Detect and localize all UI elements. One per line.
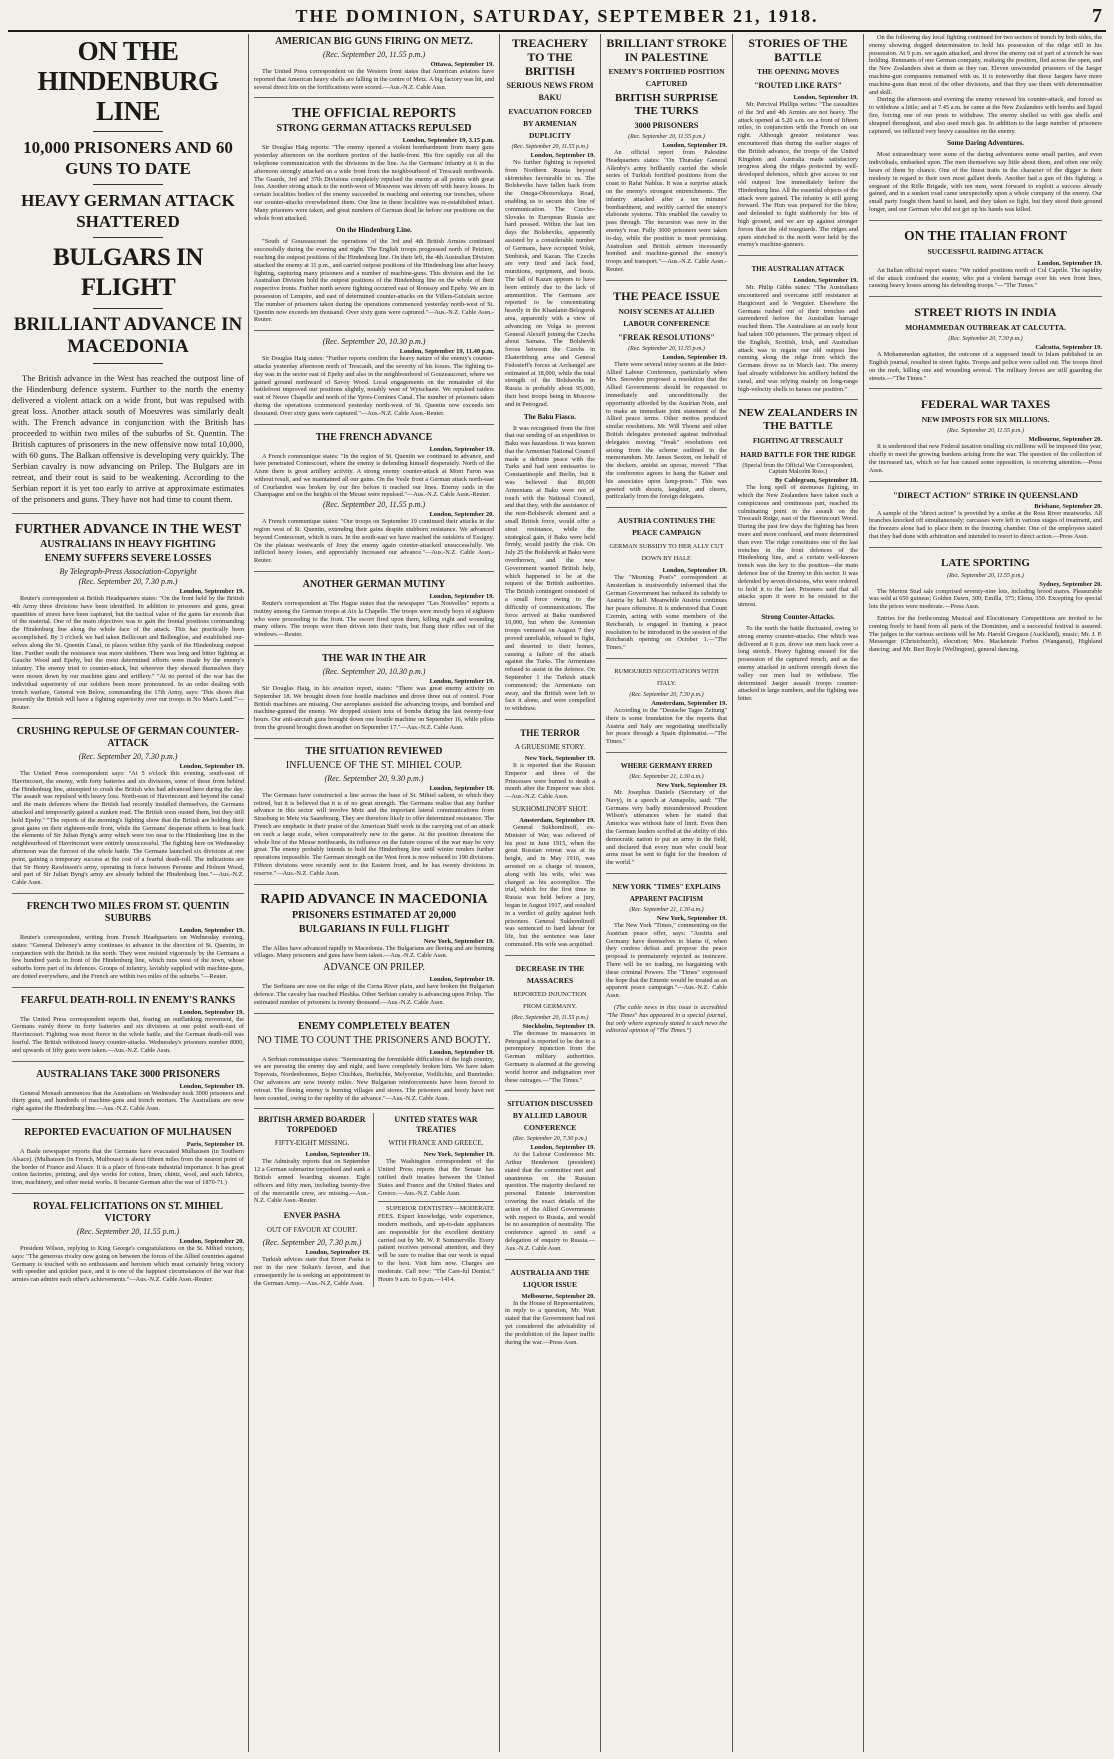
section-subhead: Strong Counter-Attacks. — [761, 613, 835, 622]
dateline: London, September 19. — [662, 353, 727, 361]
story-italian-front — [869, 220, 1102, 290]
subheadline: 10,000 PRISONERS AND 60 GUNS TO DATE — [23, 138, 233, 178]
divider — [93, 363, 163, 364]
headline: THE OFFICIAL REPORTS — [292, 105, 456, 121]
story-german-mutiny — [254, 571, 494, 639]
subheadline: "FREAK RESOLUTIONS" — [618, 332, 715, 342]
article-body: An official report from Palestine Headquarters states: "On Thursday General Allenby's army brilliantly carried the whole series of Turkish fortified positions from the coast to Rafat Nablus. It was a surprise attack on the enemy's strongest entrenchments. The infantry attacked after a ten minutes' bombardment, and swiftly carried the enemy's elaborate systems. This enabled the cavalry to pass through. The incursion was now in the enemy's rear. Fully 3000 prisoners were taken to-day, while the position is most promising. Australian and British airmen incessantly bombed and machine-gunned the enemy's troops and transport."—Aus.-N.Z. Cable Assn.-Reuter. — [606, 149, 727, 273]
subheadline: NO TIME TO COUNT THE PRISONERS AND BOOTY. — [257, 1034, 491, 1046]
dateline: Melbourne, September 20. — [521, 1292, 595, 1300]
dateline: Brisbane, September 20. — [1034, 502, 1102, 510]
received-time: (Rec. September 20, 11.55 p.m.) — [628, 134, 705, 140]
subheadline: STRONG GERMAN ATTACKS REPULSED — [276, 123, 472, 135]
received-time: (Rec. September 20, 11.55 p.m.) — [628, 345, 705, 352]
subheadline: BRITISH SURPRISE THE TURKS — [614, 92, 718, 117]
dateline: London, September 19. — [530, 1144, 595, 1152]
article-body: The United Press correspondent says: "At 5 o'clock this evening, south-east of Havrincourt, the enemy, with forty batteries and six divisions, some of these from behind the Hindenburg line, attempted to crush the British who had advanced here during the day. The assault was repulsed with heavy loss. North-east of Havrincourt and beyond the canal and the main defences where the British had recently installed themselves, the Germans attacked and temporarily gained a sunken road. The British soon ousted them, but they still hold Epehy." "The reports of the morning's fighting show that the British are holding their great gains on their eighteen-mile front, while the Germans' desperate efforts to beat back the elements of Sir Julian Byng's army which were too near to the Hindenburg line in the neighbourhood of Havrincourt were entirely unsuccessful. The fighting here on Wednesday afternoon was the fiercest of the whole battle. The Germans launched six divisions at one point, gaining a temporary success at the cost of a fearful death-roll. The indications are that Sir Henry Rawlinson's army, operating in force between Peronne and Holnon Wood, and part of Sir Julian Byng's army are already behind the Hindenburg line."—Aus.-N.Z. Cable Assn. — [12, 769, 244, 887]
received-time: (Rec. September 20, 7.30 p.m.) — [629, 692, 704, 699]
received-time: (Rec. September 20, 11.55 p.m.) — [76, 1227, 180, 1237]
headline: SITUATION DISCUSSED BY ALLIED LABOUR CONFERENCE — [507, 1099, 593, 1133]
article-body: Entries for the forthcoming Musical and Elocutionary Competitions are invited to be coming freely to hand from all parts of the Dominion, and a successful festival is assured. The judges in the various sections will be Mr. Harold Gregson (Auckland), music; Mr. J. P. Messenger (Christchurch), elocution; Mrs. Mackenzie Forbes (Wanganui), Highland dancing; and Mr. Bert Royle (Wellington), general dancing. — [869, 615, 1102, 654]
article-body: The long spell of strenuous fighting, in which the New Zealanders have taken such a conspicuous and continuous part, reached its culminating point in the assault on the Trescault Ridge, east of the Havrincourt Wood. During the past few days the fighting has been more and more confused, and more determined than ever. The ridge constitutes one of the last trenches in the front defences of the Hindenburg line, and a certain well-known trench was the key to the position—the main defence line of the Enemy in this sector. It was defended by seven divisions, who were ordered to hold it to the last. Prisoners said that all attacks upon it were to be resisted to the utmost. — [738, 484, 858, 609]
story-death-roll — [12, 987, 244, 1055]
dateline: London, September 19, 11.40 p.m. — [399, 348, 494, 356]
article-body: An Italian official report states: "We raided positions north of Col Caprile. The rapidity of the attack confused the enemy, who put a violent barrage over his own front lines, causing heavy losses among his defending troops."—"The Times." — [869, 266, 1102, 290]
article-body: It is understood that new Federal taxation totalling six millions will be imposed this year, chiefly to meet the growing burdens arising from the war. The question of the collection of the increased tax, which so far has caused some opposition, is receiving attention.—Press Assn. — [869, 443, 1102, 474]
article-body: On the following day local fighting continued for two sectors of trench by both sides, the enemy showing dogged determination to hold his possession of the ridge still in his possession. At 9 p.m. we again attacked, and drove the enemy out of part of a trench he was holding. Remnants of one German company, realising the position, fled across the open, and the New Zealanders shot at them as they ran. Eleven unwounded prisoners of the Jaeger machine-gun companies remained with us. It is noteworthy that these Jaegers have more machine-guns than most of the other divisions, and that they use them with determination and skill. — [869, 34, 1102, 96]
article-body: Mr. Philip Gibbs states: "The Australians encountered and overcame stiff resistance at Hargicourt and le Verguier. Elsewhere the Germans rushed out of their trenches and surrendered before the Australian barrage reached them. The Australians at an early hour had taken 300 prisoners. The primary object of the English, Scottish, Irish, and Australian attack was to regain our old outpost line running along the ridge from which the Germans drove us in March last. The enemy had already withdrawn his artillery behind the canal, and was relying mainly on long-range high-velocity shells to harass our position." — [738, 284, 858, 393]
article-body: The Washington correspondent of the United Press reports that the Senate has ratified draft treaties between the United States and France and the United States and Greece.—Aus.-N.Z. Cable Assn. — [378, 1158, 494, 1197]
correspondent-credit: (Special from the Official War Correspondent, Captain Malcolm Ross.) — [742, 463, 854, 476]
dateline: London, September 19. — [530, 152, 595, 159]
article-body: The Merton Stud sale comprised seventy-nine lots, including brood mares. Pleasurable was sold at 650 guineas; Golden Dawn, 300; Emilla, 375; Elena, 350. Excepting for special lots the prices were moderate.—Press Assn. — [869, 587, 1102, 611]
story-metz — [254, 36, 494, 91]
subheadline: WITH FRANCE AND GREECE. — [388, 1139, 484, 1148]
headline: WHERE GERMANY ERRED — [620, 762, 713, 771]
subheadline: PRISONERS ESTIMATED AT 20,000 — [292, 909, 456, 921]
story-nz-continued — [869, 34, 1102, 214]
dateline: London, September 19. — [179, 588, 244, 595]
story-terror — [505, 719, 595, 949]
headline: BRITISH ARMED BOARDER TORPEDOED — [258, 1115, 366, 1135]
headline: THE PEACE ISSUE — [613, 288, 720, 303]
column-rule — [863, 34, 864, 1752]
story-australians-prisoners — [12, 1061, 244, 1113]
story-federal-war-taxes — [869, 388, 1102, 474]
headline: AUSTRALIANS TAKE 3000 PRISONERS — [36, 1068, 220, 1080]
article-body: A Serbian communique states: "Surmounting the formidable difficulties of the high country, we are pursuing the enemy day and night, and have completely broken him. We have taken Topovats, Nordenbonnes, Bojno Chichkes, Berbichte, Melyonitse, Vodilichte, and Bunrinder. Our advances are now twenty miles. New Bulgarian reinforcements have been forced to retreat. The fleeing enemy is burning villages and stores. The prisoners and booty have not been counted, owing to the rapidity of the advance."—Aus.-N.Z. Cable Assn. — [254, 1055, 494, 1102]
dateline: Calcutta, September 19. — [1035, 344, 1102, 352]
headline: FURTHER ADVANCE IN THE WEST — [14, 521, 242, 536]
headline: FEDERAL WAR TAXES — [920, 397, 1051, 412]
subheadline: THE OPENING MOVES — [756, 67, 840, 76]
headline: AUSTRALIA AND THE LIQUOR ISSUE — [510, 1267, 590, 1289]
subheadline: HARD BATTLE FOR THE RIDGE — [740, 450, 856, 460]
divider — [93, 237, 163, 238]
article-body: The New York "Times," commenting on the Austrian peace offer, says: "Austria and Germany have themselves to blame if, when they confess defeat and propose the peace proposal is prematurely rejected as insincere. There will be no trading, no bargaining with these criminal Powers. The "Times" expressed the hope that the Entente would be treated as an apparent peace campaign."—Aus.-N.Z. Cable Assn. — [606, 922, 727, 1000]
intro-paragraph: The British advance in the West has reached the outpost line of the Hindenburg defence system. Further to the north the enemy delivered a violent attack on a wide front, but was repulsed with great loss. Another attack south of Moeuvres was similarly dealt with. The French advance in conjunction with the British has proceeded to within two miles of the suburbs of St. Quentin. The British captures of prisoners in the new offensive now total 10,000, with 60 guns. The Balkan offensive is developing very quickly. The Serbian cavalry is now advancing on Prilep. The Bulgars are in retreat, and their rout is said to be weakening. According to the Serbian report it is yet too early to arrive at approximate estimates of the prisoners and guns. They have not had time to count them. — [12, 372, 244, 504]
story-liquor-issue — [505, 1259, 595, 1347]
received-time: (Rec. September 20, 7.30 p.m.) — [78, 577, 178, 586]
article-body: Sir Douglas Haig states: "Further reports confirm the heavy nature of the enemy's counter-attacks yesterday afternoon north of Trescault, and the severity of his losses. The fighting to-day was in the sector east of Epehy and also in the neighbourhood of Gouzeaucourt, where we gained ground northward of Savoy Wood. Local engagements on the remainder of the battlefront improved our positions slightly, notably west of Wytschaete. We repulsed raiders east of Neuve Chapelle and north of the Ypres-Comines Canal. The number of prisoners taken during the operations commenced yesterday north-west of St. Quentin now exceeds ten thousand. Over sixty guns were captured."—Aus.-N.Z. Cable Assn.-Reuter. — [254, 355, 494, 417]
headline: THE TERROR — [520, 727, 580, 738]
column-rule — [732, 34, 733, 1752]
dateline: London, September 19. — [305, 1151, 370, 1159]
story-street-riots-india — [869, 296, 1102, 382]
story-palestine — [606, 36, 727, 274]
received-time: (Rec. September 20, 10.30 p.m.) — [322, 337, 426, 347]
dateline: London, September 19. — [429, 976, 494, 984]
headline: FRENCH TWO MILES FROM ST. QUENTIN SUBURBS — [26, 900, 230, 924]
received-time: (Rec. September 20, 7.30 p.m.) — [512, 1136, 588, 1143]
page-number: 7 — [1092, 5, 1102, 27]
article-body: General Sukhomlinoff, ex-Minister of War, was relieved of his post in June 1915, when the great Russian retreat was at its height, and in May 1916, was arrested on a charge of treason, along with his wife, who was charged as his accomplice. The trial, which for the first time in Russia was held before a jury, began in August 1917, and resulted in a verdict of guilty against both prisoners. General Sukhomlinoff was sentenced to hard labour for life, but the sentence was later commuted. His wife was acquitted. — [505, 823, 595, 948]
headline: ROYAL FELICITATIONS ON ST. MIHIEL VICTORY — [33, 1201, 223, 1225]
story-direct-action-strike — [869, 481, 1102, 541]
article-body: The decrease in massacres in Petrograd is reported to be due to a peremptory injunction from the German military authorities. Germany is alarmed at the growing world horror and indignation over these outrages.—"The Times." — [505, 1029, 595, 1084]
headline: "DIRECT ACTION" STRIKE IN QUEENSLAND — [893, 489, 1078, 500]
dateline: New York, September 19. — [656, 915, 727, 923]
story-treachery — [505, 36, 595, 713]
story-french-two-miles — [12, 893, 244, 981]
article-body: A French communique states: "Our troops on September 19 continued their attacks in the region west of St. Quentin, extending their gains despite stubborn resistance. We advanced beyond Contescourt, which is ours. In the south-east we have reached the outskirts of Essigny. On the plateau westwards of Jouy the enemy again counter-attacked unsuccessfully. We inflicted heavy losses, and appreciably increased our advance."—Aus.-N.Z. Cable Assn.-Reuter. — [254, 518, 494, 565]
dateline: New York, September 19. — [524, 754, 595, 762]
advertisement: SUPERIOR DENTISTRY—MODERATE FEES. Expert knowledge, wide experience, modern methods, and up-to-date appliances are responsible for the excellent dentistry carried out by Mr. W. P. Sommerville. Every patient receives personal attention, and they will be sure to realise that our work is equal to the best. Visit him now. Charges are moderate. Call now: "The Care-ful Dentist." Hours 9 a.m. to 6 p.m.—1414. — [378, 1201, 494, 1283]
section-subhead: On the Hindenburg Line. — [336, 226, 412, 235]
headline: THE SITUATION REVIEWED — [305, 745, 443, 757]
article-body: A sample of the "direct action" is provided by a strike at the Ross River meatworks. All branches knocked off simultaneously; carcasses were left in various stages of treatment, and the freezers alone had to place them in the freezing chamber. One of the employees stated that they had done with arbitration and intended to resort to direct action.—Press Assn. — [869, 509, 1102, 540]
column-rule — [499, 34, 500, 1752]
received-time: (Rec. September 20, 11.55 p.m.) — [511, 144, 589, 150]
story-enemy-beaten — [254, 1013, 494, 1103]
headline: THE WAR IN THE AIR — [321, 653, 427, 665]
received-time: (Rec. September 20, 11.55 p.m.) — [511, 1014, 589, 1021]
story-peace-issue — [606, 280, 727, 501]
story-crushing-repulse — [12, 718, 244, 887]
divider — [93, 131, 163, 132]
headline: RUMOURED NEGOTIATIONS WITH ITALY. — [614, 668, 719, 688]
headline: THE AUSTRALIAN ATTACK — [751, 265, 845, 274]
headline: AMERICAN BIG GUNS FIRING ON METZ. — [275, 36, 473, 47]
subheadline: ENEMY SUFFERS SEVERE LOSSES — [44, 553, 212, 564]
story-late-sporting — [869, 547, 1102, 654]
column-6 — [865, 34, 1106, 1752]
dateline: London, September 19. — [1037, 259, 1102, 267]
headline: CRUSHING REPULSE OF GERMAN COUNTER-ATTACK — [16, 725, 240, 749]
dateline: London, September 19. — [429, 678, 494, 686]
article-body: General Monash announces that the Australians on Wednesday took 3000 prisoners and thirty guns, and hundreds of machine-guns and trench mortars. The Australians are now right against the Hindenburg line.—Aus.-N.Z. Cable Assn. — [12, 1089, 244, 1113]
press-credit: By Telegraph-Press Association-Copyright — [59, 567, 197, 576]
column-rule — [248, 34, 249, 1752]
article-body: Mr. Percival Phillips writes: "The casualties of the 3rd and 4th Armies are not heavy. The attack opened at 5.20 a.m. on a front of fifteen miles, in conjunction with the French on our right. Although greater resistance was encountered than during the earlier stages of the British advance, the troops of the United Kingdom and Australia made satisfactory progress along the ridges protected by well-developed defences, which give access to our old outpost line immediately before the Hindenburg line. All the essential objects of the attack were gained. The infantry is still going forward. The Hun was prepared for the blow, and defended to fight stubbornly for bits of high ground, and we are up against stronger forces than the old rearguards. The ridges and spurs stretched to the north were held by the enemy's machine-gunners. — [738, 101, 858, 249]
received-time: (Rec. September 20, 11.55 p.m.) — [947, 572, 1024, 579]
subheadline: AUSTRALIANS IN HEAVY FIGHTING — [40, 539, 216, 550]
received-time: (Rec. September 20, 7.30 p.m.) — [78, 751, 178, 761]
article-body: Sir Douglas Haig reports: "The enemy opened a violent bombardment from many guns yesterday afternoon on the northern portion of the battle-front. His fire rapidly cut all the telephone communication with the divisions in the line. As the Germans' infantry at 6 in the afternoon strongly attacked on a wide front from the neighbourhood of Trescault northwards. The Guards, 3rd and 37th Divisions completely repulsed the enemy at all points with great loss. Another strong attack to the north-west of Moeuvres was driven off with heavy losses. In certain localities bodies of the enemy succeeded in reaching and entering our trenches, where our counter-attacks overwhelmed them. Our line in these localities was re-established intact. Many prisoners were taken, and great numbers of German dead lie before our positions on the whole front attacked. — [254, 144, 494, 222]
received-time: (Rec. September 20, 9.30 p.m.) — [324, 773, 424, 783]
dateline: Ottawa, September 19. — [430, 61, 494, 68]
column-2 — [250, 34, 498, 1752]
column-5 — [734, 34, 862, 1752]
story-armed-boarder — [254, 1113, 374, 1287]
dateline: London, September 19. — [429, 445, 494, 453]
dateline: Paris, September 19. — [186, 1141, 244, 1149]
subheadline: EVACUATION FORCED BY ARMENIAN DUPLICITY — [508, 107, 592, 140]
story-mulhausen — [12, 1119, 244, 1187]
story-official-reports — [254, 97, 494, 324]
subheadline: FIGHTING AT TRESCAULT — [753, 437, 843, 446]
headline: NEW YORK "TIMES" EXPLAINS APPARENT PACIFISM — [612, 883, 721, 904]
article-body: A Mohammedan agitation, the outcome of a supposed insult to Islam published in an English journal, resulted in street fights. Troops and police were called out. The troops fired on the mob, killing one and wounding several. The military forces are still guarding the streets.—"The Times." — [869, 351, 1102, 382]
dateline: London, September 19. — [179, 1008, 244, 1016]
story-australian-attack — [738, 255, 858, 393]
dateline: London, September 19. — [179, 1082, 244, 1090]
subheadline: SUCCESSFUL RAIDING ATTACK — [927, 246, 1044, 256]
article-body: It was recognised from the first that our sending of an expedition to Baku was hazardous. It was known that the Armenian National Council made a definite peace with the Turks and had sent emissaries to Constantinople and Berlin, but it was believed that 80,000 Armenians at Baku were not of touch with the National Council, and that they, with the assistance of the non-Bolshevik element and a small British force, would offer a stout resistance, while the strategical gain, if Baku were held firmly, would justify the risk. On July 25 the Bolshevik at Baku were overthrown, and the new Government wanted British help, which happened to be at the request of the British authorities. The British contingent consisted of a small force owing to the difficulty of communications. The force arrived at Baku numbered 10,000, but when the Armenian troops ventured on August 7 they proved unreliable, refused to fight, and deserted to their homes, causing a failure of the attack against the Turks. The Armenians refused to assist in the defence. On September 1 the Turkish attack commenced; the Armenians ran away, and the British were left to face it alone, and were compelled to withdraw. — [505, 424, 595, 713]
received-time: (Rec. September 20, 11.55 p.m.) — [322, 50, 426, 59]
dateline: London, September 19. — [662, 142, 727, 149]
headline: REPORTED EVACUATION OF MULHAUSEN — [24, 1127, 232, 1139]
two-up-row — [254, 1108, 494, 1287]
received-time: (Rec. September 21, 1.30 a.m.) — [629, 774, 704, 781]
story-austria-peace — [606, 507, 727, 652]
story-situation-reviewed — [254, 738, 494, 878]
story-war-in-air — [254, 645, 494, 732]
dateline: New York, September 19. — [423, 1151, 494, 1159]
subheadline: NEW IMPOSTS FOR SIX MILLIONS. — [921, 415, 1050, 425]
article-body: President Wilson, replying to King George's congratulations on the St. Mihiel victory, says: "The generous rivalry now going on between the forces of the Allied countries against Germany is touched with no enthusiasm and heroism which must certainly bring victory with speedier and quicker pace, and it is one of the happiest circumstances of the war that armies can admire each other's achievements."—Aus.-N.Z. Cable Assn.-Reuter. — [12, 1245, 244, 1284]
subheadline: HEAVY GERMAN ATTACK SHATTERED — [21, 191, 235, 231]
headline: DECREASE IN THE MASSACRES — [515, 963, 585, 985]
subheadline: BULGARS IN FLIGHT — [53, 244, 203, 301]
dateline: Stockholm, September 19. — [522, 1022, 595, 1030]
subheadline: BULGARIANS IN FULL FLIGHT — [298, 923, 450, 935]
headline: BRILLIANT STROKE IN PALESTINE — [606, 36, 727, 64]
headline: RAPID ADVANCE IN MACEDONIA — [260, 891, 488, 907]
article-body: The "Morning Post's" correspondent at Amsterdam is trustworthily informed that the German Government has reduced its subsidy to Austria by half. Meanwhile Austria continues her peace offensive. It is understood that Count Czernin, acting with some members of the Reichsrath, is engaged in framing a peace resolution to be introduced in the session of the Reichsrath opening on October 1.—"The Times." — [606, 574, 727, 652]
dateline: London, September 20. — [179, 1238, 244, 1246]
dateline: London, September 19. — [793, 94, 858, 101]
received-time: (Rec. September 21, 1.30 a.m.) — [629, 907, 704, 914]
subheadline: GERMAN SUBSIDY TO HER ALLY CUT DOWN BY HALF. — [609, 543, 724, 563]
dateline: New York, September 19. — [423, 937, 494, 945]
article-body: The Allies have advanced rapidly in Macedonia. The Bulgarians are fleeing and are burning villages. Many prisoners and guns have been taken.—Aus.-N.Z. Cable Assn. — [254, 944, 494, 960]
section-subhead: The Baku Fiasco. — [524, 412, 576, 421]
story-war-treaties — [378, 1113, 494, 1287]
headline: FEARFUL DEATH-ROLL IN ENEMY'S RANKS — [20, 994, 236, 1006]
story-new-zealanders — [738, 399, 858, 703]
headline: ENVER PASHA — [283, 1211, 341, 1221]
story-rapid-advance-macedonia — [254, 884, 494, 1007]
masthead — [8, 4, 1106, 32]
subheadline: REPORTED INJUNCTION FROM GERMANY. — [513, 990, 587, 1010]
headline: LATE SPORTING — [941, 556, 1030, 569]
article-body: It is reported that the Russian Emperor and three of the Princesses were burned to death a month after the Emperor was shot.—Aus.-N.Z. Cable Assn. — [505, 761, 595, 801]
headline: AUSTRIA CONTINUES THE PEACE CAMPAIGN — [617, 516, 716, 538]
headline: ENEMY COMPLETELY BEATEN — [297, 1020, 451, 1032]
dateline: London, September 19. — [429, 1048, 494, 1056]
headline: UNITED STATES WAR TREATIES — [394, 1115, 478, 1135]
subheadline: A GRUESOME STORY. — [515, 742, 585, 751]
column-3 — [501, 34, 599, 1752]
dateline: London, September 19. — [179, 762, 244, 770]
story-italy-negotiations — [606, 658, 727, 746]
article-body: The Admiralty reports that on September 12 a German submarine torpedoed and sunk a British armed boarding steamer. Eight officers and fifty men, including twenty-five of the mercantile crew, are missing.—Aus.-N.Z. Cable Assn.-Reuter. — [254, 1158, 370, 1205]
dateline: New York, September 19. — [656, 782, 727, 790]
article-body: Sir Douglas Haig, in his aviation report, states: "There was great enemy activity on September 18. We brought down four hostile machines and drove three out of control. Four British machines are missing. Our aeroplanes assisted the advancing troops, and bombed and machine-gunned the enemy. We dropped sixteen tons of bombs during the last twenty-four hours. Our anti-aircraft guns brought down one hostile machine on September 16, while pilots from the ground brought down another on September 17."—Aus.-N.Z. Cable Assn. — [254, 685, 494, 732]
dateline: London, September 19. — [179, 926, 244, 934]
article-body: Reuter's correspondent at British Headquarters states: "On the front held by the British 4th Army three divisions have been identified. In addition to prisoners and guns, great quantities of stores have been captured, but the tactical value of the gains far exceeds that of the material. One of the main objectives was to gain the frontal positions commanding the Hindenburg line along the whole face of the attack. This has practically been accomplished. By 3 o'clock we had taken Bellicourt and Bellenglise, and established our-selves along the St. Quentin Canal, in places within fifty yards of the Hindenburg outpost line. Further south the resistance was more stubborn. There was long and bitter fighting at Gauche Wood and Epehy, but the most determined efforts were made by the enemy's infantry. The enemy tried to counter-attack, but wherever they showed themselves they were mown down by our machine guns and artillery." "At no period of the war has the individual superiority of our soldiers been more pronounced. In an order dealing with trench warfare, General von Below, commanding the 17th Army, says: 'This shows that presently the British will have a fighting superiority over our troops in No Man's Land.'"—Reuter. — [12, 595, 244, 712]
article-body: The Germans have constructed a line across the base of St. Mihiel salient, to which they retired, but it is believed that it is of no great strength. The Germans realise that any further advance in this sector will involve Metz and the important lateral communications from Strasburg to Metz via Saarebourg. They are therefore likely to offer determined resistance. The French are emphatic in their praise of the American Staff work in the carrying out of an attack on such a large scale, when comparatively new to the game. At the position threatens the whole line of the Meuse northwards, its influence on the future course of the war may be very great. The enemy probably intends to hold the Hindenburg line until winter renders further operations impossible. The German strength on the West front is now reduced to 190 divisions. Fifteen divisions were recently sent to the Eastern front, and he has twenty divisions in reserve."—Aus.-N.Z. Cable Assn. — [254, 791, 494, 877]
story-allied-labour — [505, 1090, 595, 1252]
story-royal-felicitations — [12, 1193, 244, 1284]
subheadline: SUKHOMLINOFF SHOT. — [511, 804, 589, 813]
article-body: A Basle newspaper reports that the Germans have evacuated Mulhausen (in Southern Alsace). (Mulhausen (in French, Mulhouse) is about fifteen miles from the nearest point of the border of France and Alsace. It is a place of first-rate industrial importance. It has great cotton factories, printing, and dye works for cotton, linen, chintz, wool, and such fabrics, iron, machinery, and other metal works. It became German after the war of 1870-71.) — [12, 1148, 244, 1187]
subheadline: FIFTY-EIGHT MISSING. — [274, 1139, 350, 1148]
article-body: Reuter's correspondent, writing from French Headquarters on Wednesday evening, states: "General Debeney's army continues to advance in the direction of St. Quentin, in conjunction with the British in the north. They were resisted vigorously by the Germans a few hundred yards in front of the Hindenburg line, which runs west of the town, whose suburbs form part of its defences. Groups of infantry, lavishly supplied with machine-guns, are dotted everywhere, and the French are within two miles of the suburbs."—Reuter. — [12, 933, 244, 980]
article-body: Most extraordinary were some of the daring adventures some small parties, and even individuals, embarked upon. The men themselves say little about them, and often one only hears of them by chance. One of the finest traits in the character of the digger is their modesty in regard to their own most gallant deeds. Another had a gun of this fighting: a sergeant of the Rifle Brigade, with ten men, went forward to exploit a success already gained, and in a sunken road came unexpectedly upon a whole company of the enemy. Our small party fought them hand to hand, and they taken so fight, but they stood their ground longer, and our German who did not get up his hands was killed. — [869, 151, 1102, 213]
dateline: Sydney, September 20. — [1039, 580, 1102, 588]
article-body: To the north the battle fluctuated, owing to strong enemy counter-attacks. One which was delivered at 6 p.m. drove our men back over a long stretch. Heavy fighting ensued for the possession of the captured trench, and as the enemy attacked in uniform strength down the valley our men had to withdraw. The determined Jaeger assault troops counter-attacked in large numbers, and the fighting was bitter. — [738, 625, 858, 703]
story-hindenburg-line — [12, 36, 244, 505]
subheadline: NOISY SCENES AT ALLIED LABOUR CONFERENCE — [618, 306, 715, 328]
subheadline: INFLUENCE OF THE ST. MIHIEL COUP. — [285, 759, 463, 771]
article-body: There were several noisy scenes at the Inter-Allied Labour Conference, particularly when Mrs. Snowden proposed a resolution that the Allied Governments should be requested to immediately and unconditionally the opportunity afforded by the Austrian Note, and to make an immediate joint statement of the Allied peace terms. Other mottos produced similar resolutions. Mr. Will Thorne and other British delegates protested against individual delegates moving "freak" resolutions not arising from the scheme outlined in the memorandum. Mr. James Sexton, on behalf of the dockers, amidst an uproar, moved: "That the conference agrees to hang the Kaiser and his associates upon lamp-posts." This was greeted with shouts, laughter, and cheers, particularly from the foreign delegates. — [606, 360, 727, 501]
headline: ON THE HINDENBURG LINE — [37, 36, 219, 126]
subheadline: OUT OF FAVOUR AT COURT. — [266, 1226, 358, 1235]
received-time: (Rec. September 20, 10.30 p.m.) — [322, 667, 426, 677]
article-body: Turkish advices state that Enver Pasha is not in the new Sultan's favour, and that consequently he is seeking an appointment in the German Army.—Aus.-N.Z. Cable Assn. — [254, 1256, 370, 1287]
subheadline: ADVANCE ON PRILEP. — [323, 962, 425, 974]
story-battle-stories — [738, 36, 858, 249]
story-ny-times-pacifism — [606, 873, 727, 1035]
dateline: London, September 19. — [429, 593, 494, 601]
dateline: London, September 19. — [429, 784, 494, 792]
subheadline: "ROUTED LIKE RATS" — [754, 81, 842, 90]
subheadline: SERIOUS NEWS FROM BAKU — [506, 81, 594, 102]
article-body: In the House of Representatives, in reply to a question, Mr. Watt stated that the Government had not yet considered the advisability of the prohibition of the liquor traffic during the war.—Press Assn. — [505, 1299, 596, 1346]
article-body: Mr. Josephus Daniels (Secretary of the Navy), in a speech at Annapolis, said: "The Germans very badly misunderstood President Wilson's utterances when he stated that America was without hate of limit. Even then the German leaders scoffed at the ability of this democratic nation to put an army in the field, and declared that every man who could bear arms must be sent to fight for the freedom of the world." — [606, 789, 727, 867]
received-time: (Rec. September 20, 7.30 p.m.) — [948, 336, 1023, 343]
article-body: At the Labour Conference Mr. Arthur Henderson (president) stated that the committee met and unanimous on the Russian question. The majority declared no personal Entente intervention covering the exact details of the action of the Allied Governments with respect to Russia, and would be no assumption of neutrality. The conference agreed to send a delegation of enquiry to Russia.—Aus.-N.Z. Cable Assn. — [505, 1151, 595, 1252]
article-body: During the afternoon and evening the enemy renewed his counter-attack, and forced us to withdraw a little; and at 7.45 a.m. he came at the New Zealanders with bombs and liquid fire, forcing one of our posts to withdraw. The enemy shelled us with gas shells and shrapnel throughout, and also used much gas. In addition to the large number of prisoners captured, we inflicted very heavy casualties on the enemy. — [869, 96, 1102, 135]
story-french-advance — [254, 424, 494, 566]
headline: NEW ZEALANDERS IN THE BATTLE — [738, 407, 858, 433]
article-body: The United Press correspondent reports that, fearing an outflanking movement, the Germans vainly threw in forty batteries and six divisions at one point south-east of Havrincourt. Fighting was most fierce in the whole battle, and the German death-roll was fearful. The British withstood heavy counter-attacks. Wednesday's prisoners number 8000, and upwards of fifty guns were taken.—Aus.-N.Z. Cable Assn. — [12, 1015, 244, 1054]
dateline: Amsterdam, September 19. — [519, 816, 595, 824]
divider — [93, 184, 163, 185]
subheadline: 3000 PRISONERS — [634, 121, 699, 130]
headline: STORIES OF THE BATTLE — [748, 36, 848, 64]
dateline: London, September 19. — [793, 277, 858, 285]
dateline: London, September 19, 3.15 p.m. — [402, 137, 494, 145]
headline: ON THE ITALIAN FRONT — [904, 227, 1067, 243]
article-body: Reuter's correspondent at The Hague states that the newspaper "Les Nouvelles" reports a mutiny among the German troops at Aix la Chapelle. The troops were mostly boys of eighteen who were proceeding to the front. The escort fired upon them, killing eight and wounding many others. The troops were then driven into their train, but flung their rifles out of the windows.—Reuter. — [254, 600, 494, 639]
dateline: Melbourne, September 20. — [1028, 436, 1102, 444]
editorial-note: (The cable news in this issue is accredited "The Times" has appeared in a special journal, but only where expressly stated is such news the editorial opinion of "The Times.") — [606, 1003, 727, 1035]
subheadline: ENEMY'S FORTIFIED POSITION CAPTURED — [608, 67, 725, 88]
received-time: (Rec. September 20, 7.30 p.m.) — [262, 1238, 362, 1248]
dateline: London, September 19. — [662, 567, 727, 575]
dateline: London, September 20. — [429, 511, 494, 519]
headline: THE FRENCH ADVANCE — [315, 431, 433, 443]
dateline: London, September 19. — [305, 1249, 370, 1257]
article-body: A French communique states: "In the region of St. Quentin we continued to advance, and have penetrated Contescourt, where the enemy is defending himself desperately. North of the Aisne there is great artillery activity. A strong enemy counter-attack at Mont Faron was without result, and we maintained all our gains. On the Vesle front a German attack north-east of Courlandon was broken by our fire before it reached our lines. Enemy raids in the Champagne and on the heights of the Meuse were repulsed."—Aus.-N.Z. Cable Assn.-Reuter. — [254, 452, 494, 499]
article-body: According to the "Deutsche Tages Zeitung" there is some foundation for the reports that Austria and Italy are negotiating unofficially for peace through a Spain diplomatist.—"The Times." — [606, 707, 727, 746]
subheadline: MOHAMMEDAN OUTBREAK AT CALCUTTA. — [905, 323, 1066, 333]
column-1 — [8, 34, 248, 1752]
article-body: "South of Gouzeaucourt the operations of the 3rd and 4th British Armies continued successfully during the evening and night. The English troops progressed north of Peiziere, reaching the outpost positions of the Hindenburg line. On their left, the 4th Australian Division attacked the enemy at 11 p.m., and carried outpost positions of the Hindenburg line after heavy fighting, capturing many prisoners and a number of machine-guns. This division and the 1st Australian Division hold the outpost positions of the Hindenburg line on the whole of their respective fronts. Further north severe fighting occurred east of Ronssoy and Epehy. We are in possession of Lempire, and east of determined counter-attacks on the Villers-Guislain sector. The number of prisoners taken during the operations commenced yesterday north-west of St. Quentin now exceeds ten thousand. Over sixty guns were captured."—Aus.-N.Z. Cable Assn.-Reuter. — [254, 238, 494, 324]
divider — [93, 308, 163, 309]
received-time: (Rec. September 20, 11.55 p.m.) — [947, 428, 1024, 435]
article-body: The Serbians are now on the edge of the Cerna River plain, and have broken the Bulgarian defence. The cavalry has reached Pleshka. Other Serbian cavalry is advancing upon Prilep. The estimated number of prisoners is twenty thousand.—Aus.-N.Z. Cable Assn. — [254, 983, 495, 1006]
section-subhead: Some Daring Adventures. — [947, 139, 1024, 148]
article-body: The United Press correspondent on the Western front states that American aviators have reported that American heavy shells are falling in the centre of Metz. A big factory was hit, and several direct hits on the fortifications were scored.—Aus.-N.Z. Cable Assn. — [254, 68, 494, 91]
column-4 — [602, 34, 731, 1752]
received-time: (Rec. September 20, 11.55 p.m.) — [322, 500, 426, 510]
subheadline: BRILLIANT ADVANCE IN MACEDONIA — [13, 314, 243, 357]
dateline: Amsterdam, September 19. — [651, 700, 727, 708]
dateline: By Cablegram, September 18. — [774, 477, 858, 485]
headline: ANOTHER GERMAN MUTINY — [302, 579, 446, 591]
headline: STREET RIOTS IN INDIA — [914, 305, 1057, 320]
story-germany-erred — [606, 752, 727, 867]
story-massacres — [505, 955, 595, 1085]
story-further-advance — [12, 513, 244, 712]
article-body: No further fighting is reported from Northern Russia beyond skirmishes favourable to us. The Bolsheviks have fallen back from the Onega-Obozerskaya Road, enabling us to secure this line of communication. The Czecho-Slovaks in European Russia are hard pressed. Within the last ten days the Bolsheviks, apparently assisted by a considerable number of Germans, have occupied Volsk, Simbirsk, and Kazan. The Czechs are very tired and lack food, munitions, equipment, and boots. The fall of Kazan appears to have been entirely due to the lack of ammunition. The Germans are reported to be concentrating heavily in the Khanlatut-Belogorsk area, apparently with a view of advancing on Volga to prevent General Alexeff joining the Czechs about Samara. The Bolshevik forces between the Czechs in Ekaterinburg area and General Fedosieff's forces at Archangel are estimated at 18,000, while the total strength of the Bolsheviks in Russia is probably about 95,000, their best troops being in Moscow and in Petrograd. — [505, 159, 595, 408]
story-haig-further — [254, 330, 494, 417]
column-rule — [600, 34, 601, 1752]
newspaper-title: THE DOMINION, SATURDAY, SEPTEMBER 21, 1918. — [295, 6, 819, 26]
headline: TREACHERY TO THE BRITISH — [511, 36, 589, 78]
